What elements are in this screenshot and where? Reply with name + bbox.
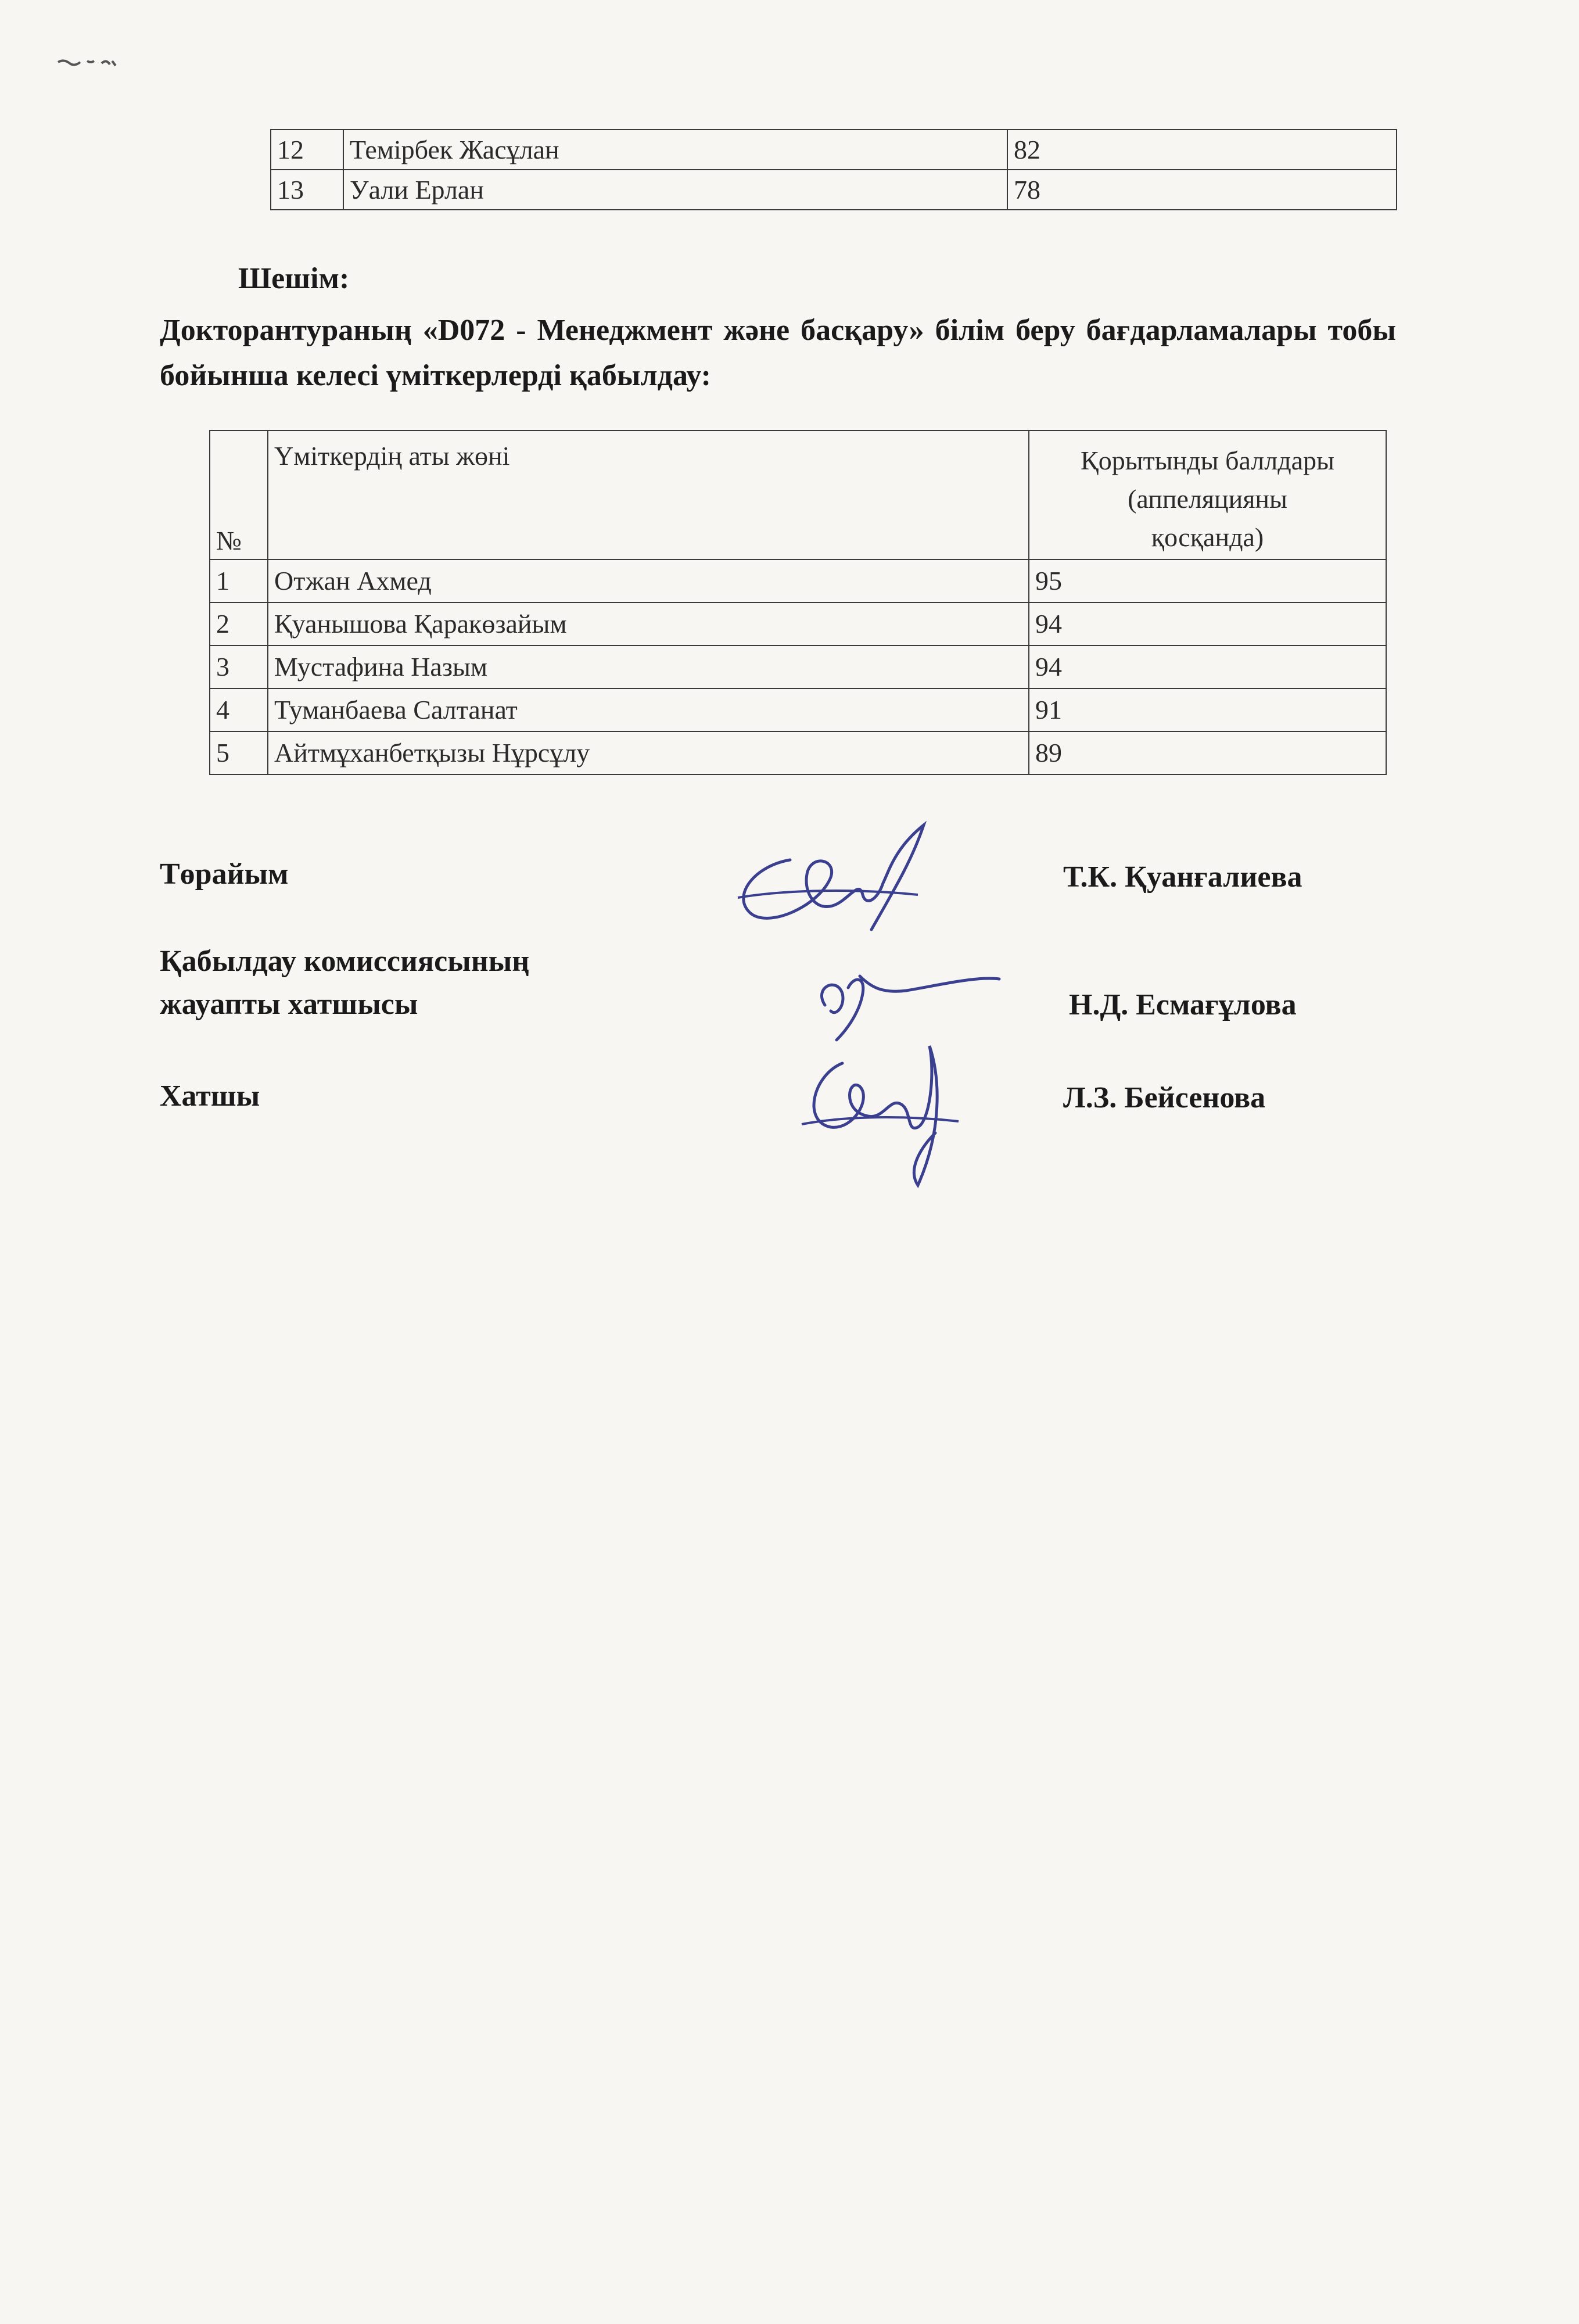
candidate-score: 91 <box>1029 688 1386 731</box>
candidate-score: 94 <box>1029 602 1386 645</box>
secretary-label: Хатшы <box>160 1079 260 1113</box>
table-header-row <box>210 431 1386 560</box>
candidate-score: 89 <box>1029 731 1386 774</box>
admitted-candidates-table <box>209 430 1387 775</box>
candidate-score: 82 <box>1007 130 1397 170</box>
candidate-name: Темірбек Жасұлан <box>343 130 1007 170</box>
commission-label-line: жауапты хатшысы <box>160 988 418 1021</box>
candidate-name: Қуанышова Қаракөзайым <box>268 602 1029 645</box>
header-number: № <box>210 431 268 560</box>
candidate-score: 94 <box>1029 645 1386 688</box>
candidate-name: Отжан Ахмед <box>268 560 1029 602</box>
previous-candidates-table <box>270 129 1397 210</box>
table-row <box>210 645 1386 688</box>
table-row <box>210 731 1386 774</box>
table-row <box>210 602 1386 645</box>
header-score-line: Қорытынды баллдары <box>1081 446 1334 475</box>
row-number: 5 <box>210 731 268 774</box>
commission-label-line: Қабылдау комиссиясының <box>160 945 530 978</box>
header-candidate-name: Үміткердің аты жөні <box>268 431 1029 560</box>
commission-secretary-label <box>160 940 529 1026</box>
header-score-line: қосқанда) <box>1151 522 1264 552</box>
candidate-score: 95 <box>1029 560 1386 602</box>
row-number: 13 <box>271 170 343 210</box>
table-row <box>210 560 1386 602</box>
page-corner-mark <box>55 55 171 78</box>
table-row <box>210 688 1386 731</box>
row-number: 4 <box>210 688 268 731</box>
candidate-name: Айтмұханбетқызы Нұрсұлу <box>268 731 1029 774</box>
candidate-name: Мустафина Назым <box>268 645 1029 688</box>
decision-text: Докторантураның «D072 - Менеджмент және басқару» білім беру бағдарламалары тобы бойынша келесі үміткерлерді қабылдау: <box>160 314 1396 392</box>
table-row <box>271 130 1397 170</box>
candidate-name: Уали Ерлан <box>343 170 1007 210</box>
chair-label: Төрайым <box>160 858 289 891</box>
table-row <box>271 170 1397 210</box>
row-number: 12 <box>271 130 343 170</box>
secretary-name: Л.З. Бейсенова <box>1063 1081 1266 1114</box>
header-final-score <box>1029 431 1386 560</box>
chair-name: Т.К. Қуанғалиева <box>1063 860 1302 894</box>
row-number: 2 <box>210 602 268 645</box>
chair-signature <box>720 813 941 953</box>
header-score-line: (аппеляцияны <box>1128 484 1287 514</box>
decision-heading: Шешім: <box>238 262 350 295</box>
row-number: 1 <box>210 560 268 602</box>
row-number: 3 <box>210 645 268 688</box>
candidate-score: 78 <box>1007 170 1397 210</box>
commission-secretary-name: Н.Д. Есмағұлова <box>1069 988 1297 1021</box>
secretary-signature <box>790 1028 976 1197</box>
candidate-name: Туманбаева Салтанат <box>268 688 1029 731</box>
